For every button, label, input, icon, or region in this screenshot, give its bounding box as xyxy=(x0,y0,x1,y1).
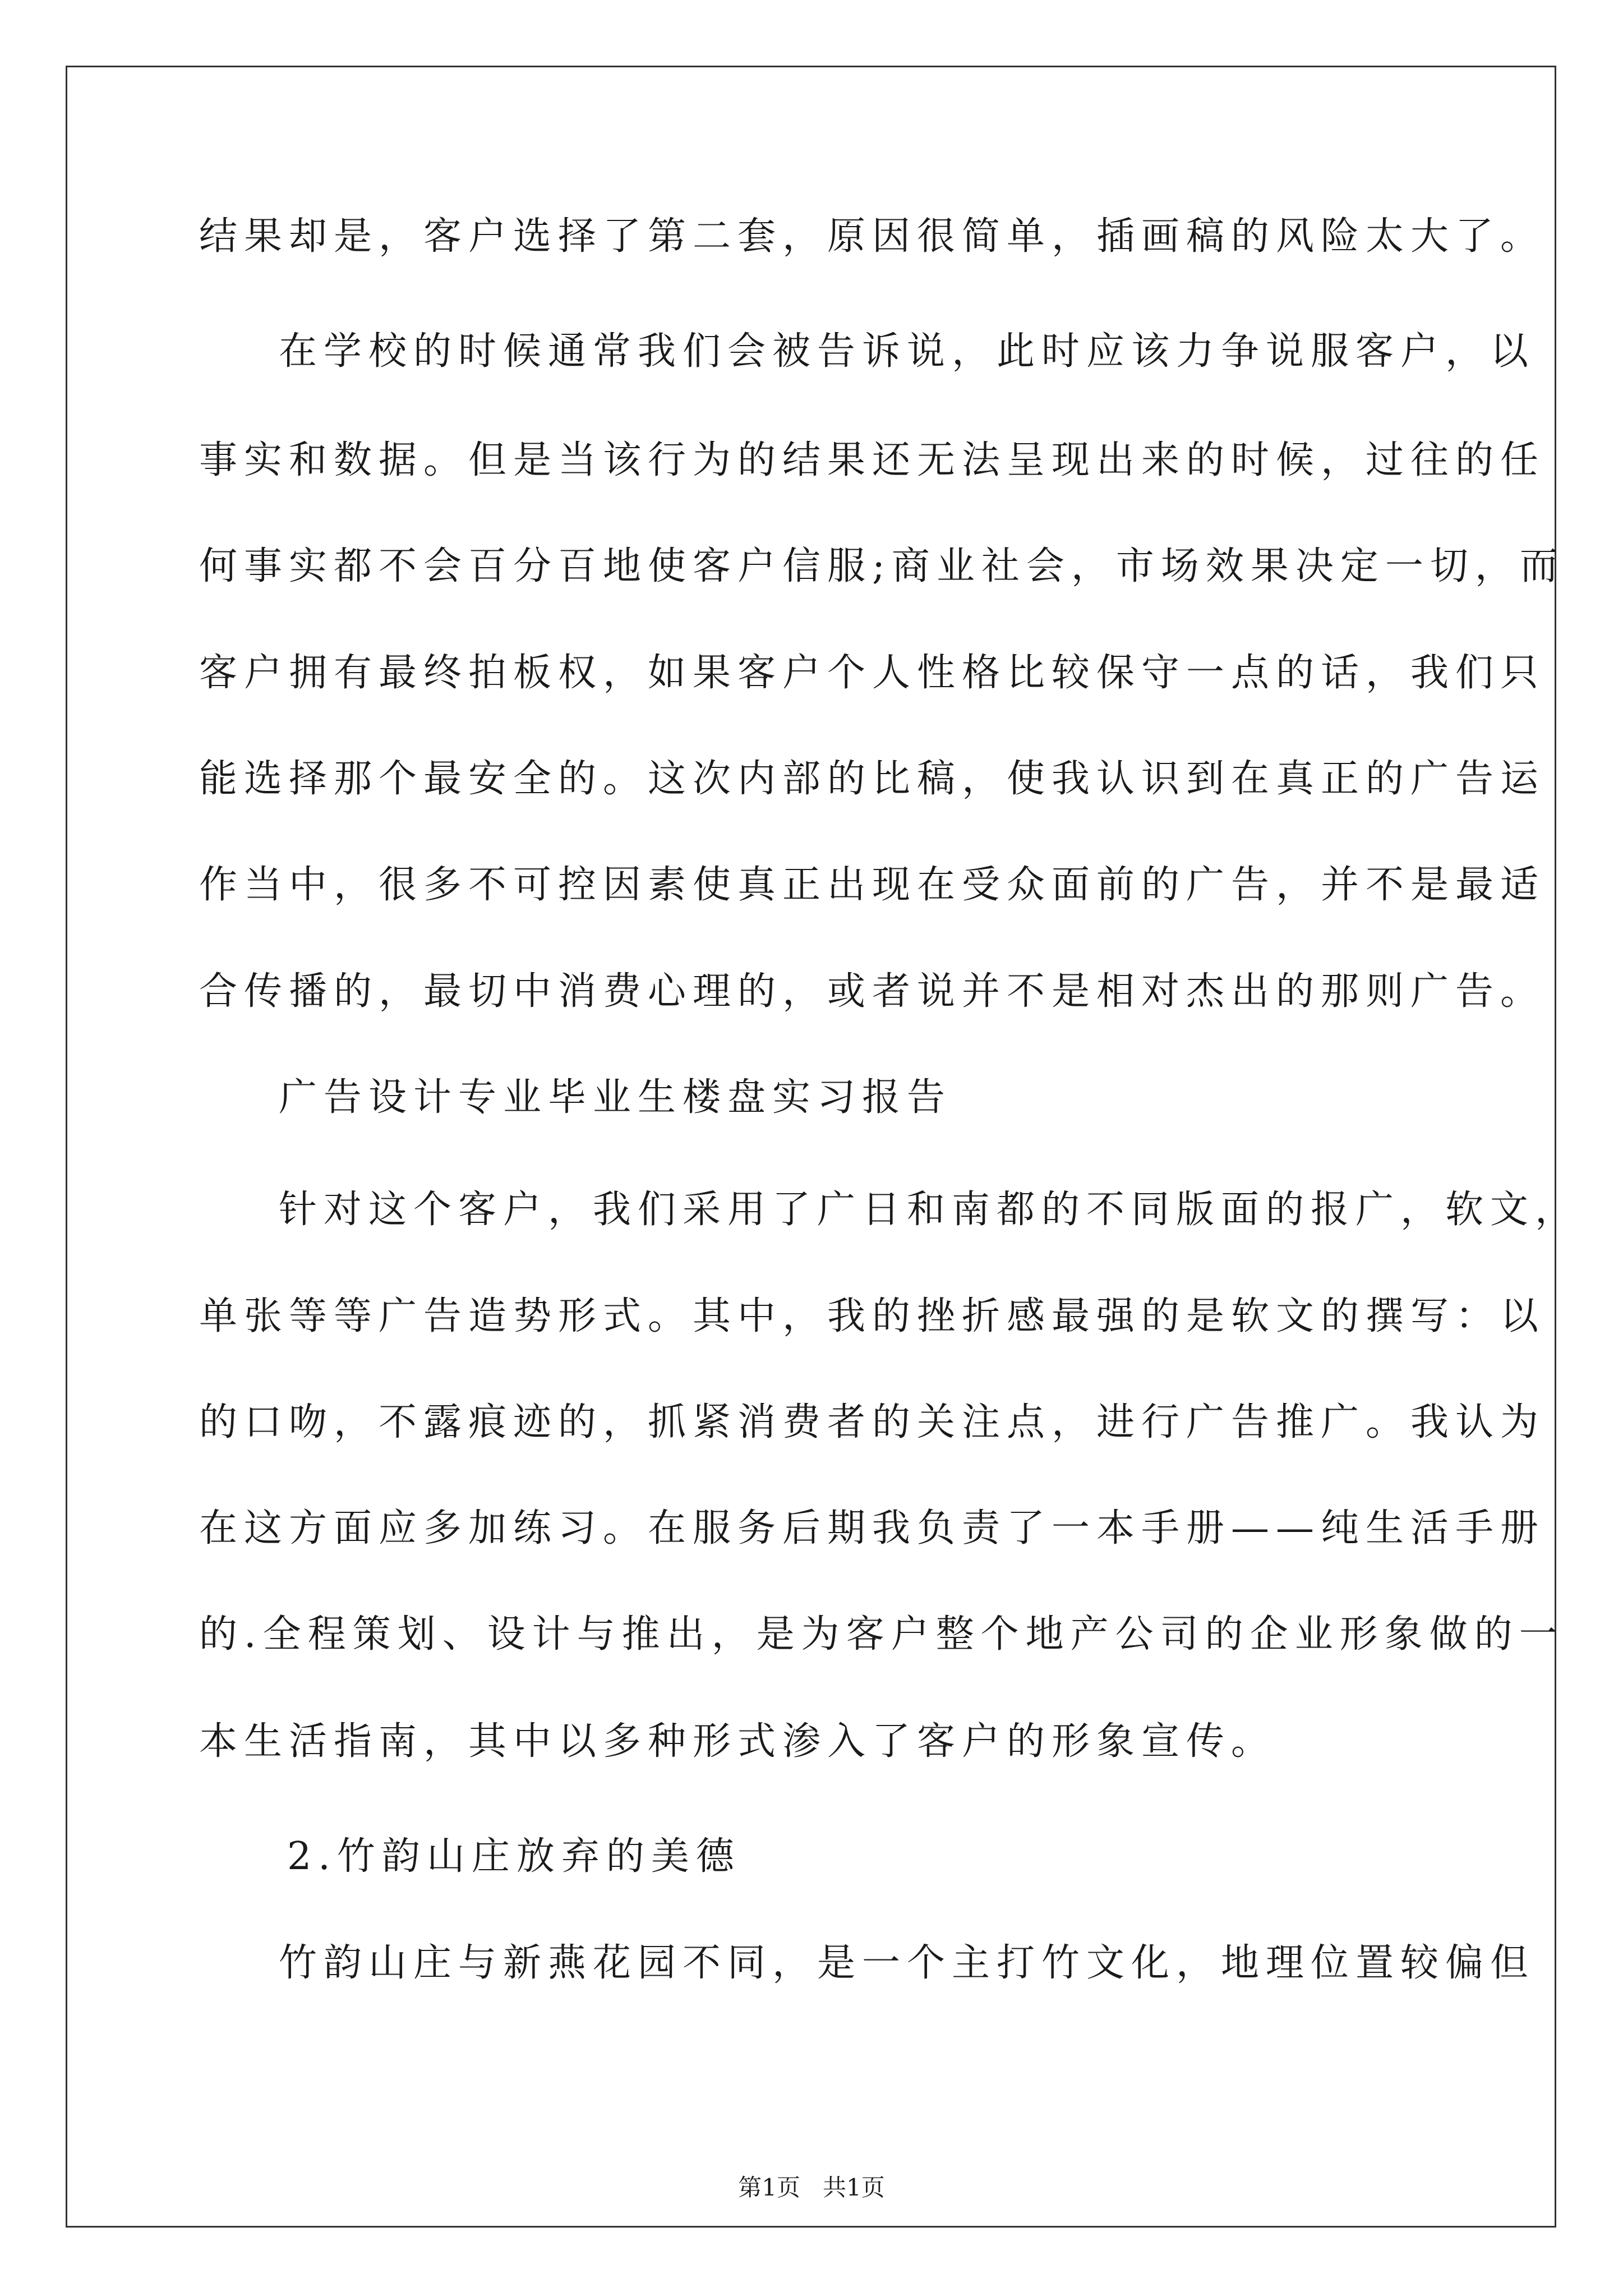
body-line-12: 在这方面应多加练习。在服务后期我负责了一本手册——纯生活手册 xyxy=(199,1506,1546,1550)
body-line-9: 针对这个客户，我们采用了广日和南都的不同版面的报广，软文， xyxy=(279,1188,1580,1232)
subheading: 2.竹韵山庄放弃的美德 xyxy=(287,1834,741,1879)
body-line-4: 何事实都不会百分百地使客户信服;商业社会，市场效果决定一切，而 xyxy=(199,544,1565,588)
body-line-1: 结果却是，客户选择了第二套，原因很简单，插画稿的风险太大了。 xyxy=(199,214,1546,259)
page-border xyxy=(66,66,1556,2228)
body-line-3: 事实和数据。但是当该行为的结果还无法呈现出来的时候，过往的任 xyxy=(199,438,1546,482)
body-line-6: 能选择那个最安全的。这次内部的比稿，使我认识到在真正的广告运 xyxy=(199,757,1546,801)
body-line-5: 客户拥有最终拍板权，如果客户个人性格比较保守一点的话，我们只 xyxy=(199,651,1546,695)
body-line-7: 作当中，很多不可控因素使真正出现在受众面前的广告，并不是最适 xyxy=(199,863,1546,907)
body-line-8: 合传播的，最切中消费心理的，或者说并不是相对杰出的那则广告。 xyxy=(199,969,1546,1014)
body-line-11: 的口吻，不露痕迹的，抓紧消费者的关注点，进行广告推广。我认为 xyxy=(199,1400,1546,1444)
body-line-13: 的.全程策划、设计与推出，是为客户整个地产公司的企业形象做的一 xyxy=(199,1612,1564,1657)
section-title: 广告设计专业毕业生楼盘实习报告 xyxy=(279,1075,952,1120)
body-line-10: 单张等等广告造势形式。其中，我的挫折感最强的是软文的撰写：以 xyxy=(199,1294,1546,1338)
body-line-2: 在学校的时候通常我们会被告诉说，此时应该力争说服客户，以 xyxy=(279,329,1536,374)
page-footer: 第1页 共1页 xyxy=(738,2174,885,2201)
body-line-14: 本生活指南，其中以多种形式渗入了客户的形象宣传。 xyxy=(199,1719,1276,1764)
body-line-15: 竹韵山庄与新燕花园不同，是一个主打竹文化，地理位置较偏但 xyxy=(279,1941,1536,1985)
